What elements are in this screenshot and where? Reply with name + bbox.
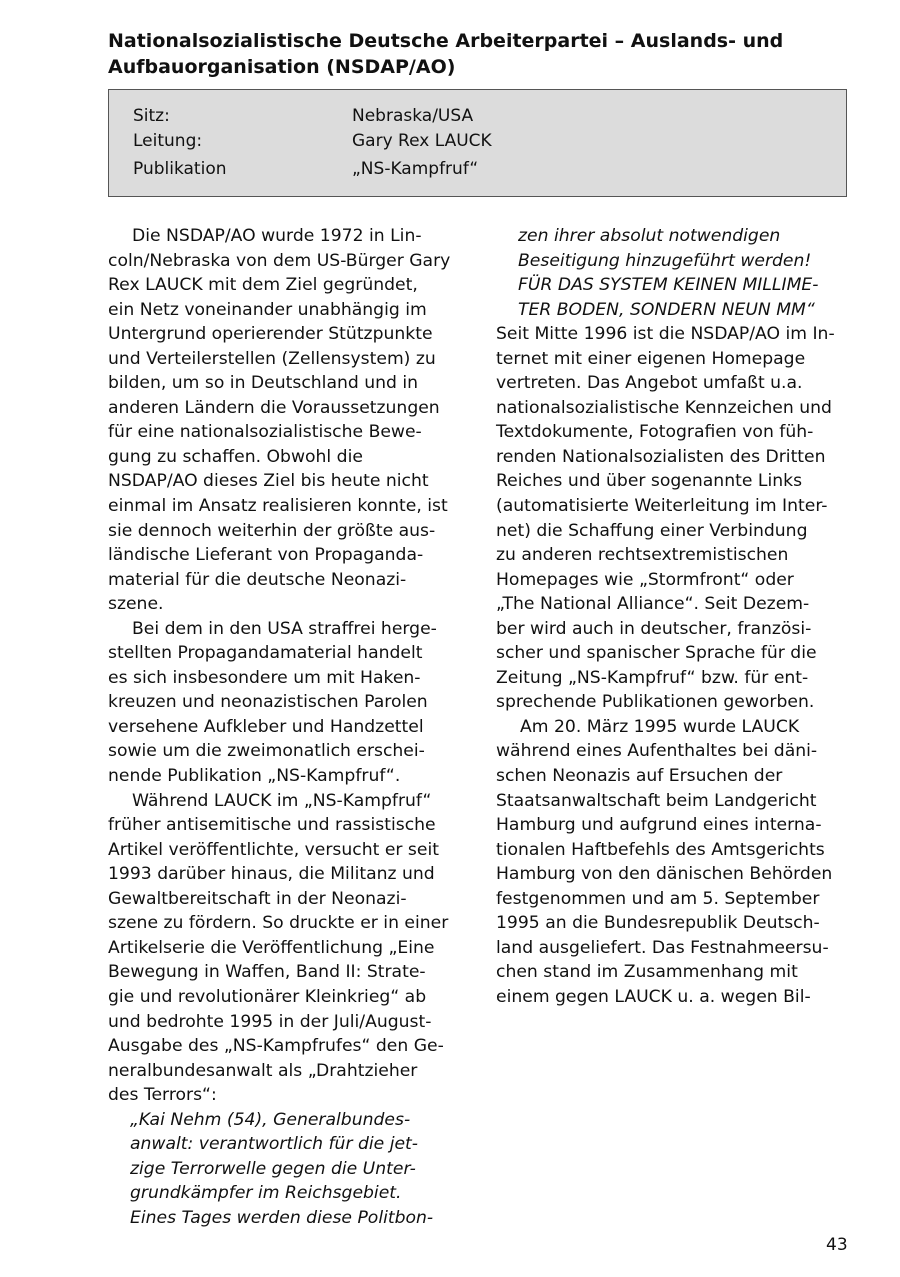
text-line: nende Publikation „NS-Kampfruf“. (108, 766, 401, 787)
text-line: anderen Ländern die Voraussetzungen (108, 397, 440, 418)
quote-line: zen ihrer absolut notwendigen (518, 226, 781, 246)
text-line: scher und spanischer Sprache für die (496, 643, 817, 664)
text-line: Artikelserie die Veröffentlichung „Eine (108, 937, 435, 958)
text-line: früher antisemitische und rassistische (108, 815, 436, 836)
text-line: Bei dem in den USA straffrei herge- (132, 618, 437, 639)
text-line: Hamburg und aufgrund eines interna- (496, 815, 822, 836)
text-line: 1993 darüber hinaus, die Militanz und (108, 864, 435, 885)
text-line: einem gegen LAUCK u. a. wegen Bil- (496, 986, 811, 1007)
text-line: und Verteilerstellen (Zellensystem) zu (108, 348, 436, 369)
text-line: stellten Propagandamaterial handelt (108, 643, 423, 664)
text-line: während eines Aufenthaltes bei däni- (496, 741, 818, 762)
info-box (108, 89, 847, 197)
text-line: renden Nationalsozialisten des Dritten (496, 446, 826, 467)
text-line: 1995 an die Bundesrepublik Deutsch- (496, 913, 820, 934)
text-line: ein Netz voneinander unabhängig im (108, 299, 427, 320)
text-line: gung zu schaffen. Obwohl die (108, 446, 363, 467)
text-line: zu anderen rechtsextremistischen (496, 545, 789, 566)
text-line: schen Neonazis auf Ersuchen der (496, 766, 783, 787)
text-line: land ausgeliefert. Das Festnahmeersu- (496, 937, 829, 958)
text-line: des Terrors“: (108, 1085, 217, 1106)
text-line: Gewaltbereitschaft in der Neonazi- (108, 888, 407, 909)
text-line: net) die Schaffung einer Verbindung (496, 520, 808, 541)
text-line: einmal im Ansatz realisieren konnte, ist (108, 496, 448, 517)
text-line: Staatsanwaltschaft beim Landgericht (496, 790, 817, 811)
text-line: versehene Aufkleber und Handzettel (108, 716, 424, 737)
info-value: „NS-Kampfruf“ (352, 159, 479, 179)
text-line: und bedrohte 1995 in der Juli/August- (108, 1011, 432, 1032)
quote-line: Beseitigung hinzugeführt werden! (518, 250, 812, 271)
text-line: sowie um die zweimonatlich erschei- (108, 741, 425, 762)
text-line: NSDAP/AO dieses Ziel bis heute nicht (108, 471, 429, 492)
page-number: 43 (826, 1235, 848, 1255)
text-line: es sich insbesondere um mit Haken- (108, 667, 421, 688)
left-column (108, 224, 468, 1230)
text-line: Während LAUCK im „NS-Kampfruf“ (132, 790, 432, 811)
info-label: Sitz: (133, 106, 170, 126)
page-title (108, 28, 808, 80)
text-line: sprechende Publikationen geworben. (496, 692, 815, 713)
text-line: neralbundesanwalt als „Drahtzieher (108, 1060, 418, 1081)
quote-line: „Kai Nehm (54), Generalbundes- (130, 1109, 411, 1130)
text-line: sie dennoch weiterhin der größte aus- (108, 520, 436, 541)
text-line: Reiches und über sogenannte Links (496, 471, 803, 492)
text-line: tionalen Haftbefehls des Amtsgerichts (496, 839, 825, 860)
text-line: szene. (108, 594, 164, 615)
text-line: Am 20. März 1995 wurde LAUCK (520, 716, 800, 737)
text-line: ber wird auch in deutscher, französi- (496, 618, 812, 639)
text-line: Ausgabe des „NS-Kampfrufes“ den Ge- (108, 1036, 444, 1057)
text-line: material für die deutsche Neonazi- (108, 569, 407, 590)
quote-line: anwalt: verantwortlich für die jet- (130, 1134, 418, 1155)
info-value: Nebraska/USA (352, 106, 474, 126)
quote-line: zige Terrorwelle gegen die Unter- (130, 1158, 416, 1179)
text-line: Untergrund operierender Stützpunkte (108, 324, 433, 345)
text-line: chen stand im Zusammenhang mit (496, 962, 798, 983)
info-value: Gary Rex LAUCK (352, 131, 492, 151)
quote-line: TER BODEN, SONDERN NEUN MM“ (518, 299, 815, 320)
text-line: Hamburg von den dänischen Behörden (496, 864, 833, 885)
text-line: kreuzen und neonazistischen Parolen (108, 692, 428, 713)
text-line: nationalsozialistische Kennzeichen und (496, 397, 832, 418)
text-line: Bewegung in Waffen, Band II: Strate- (108, 962, 426, 983)
text-line: ternet mit einer eigenen Homepage (496, 348, 806, 369)
text-line: „The National Alliance“. Seit Dezem- (496, 594, 810, 615)
text-line: vertreten. Das Angebot umfaßt u.a. (496, 373, 803, 394)
info-label: Leitung: (133, 131, 203, 151)
text-line: bilden, um so in Deutschland und in (108, 373, 419, 394)
quote-line: grundkämpfer im Reichsgebiet. (130, 1183, 402, 1204)
text-line: festgenommen und am 5. September (496, 888, 820, 909)
quote-line: FÜR DAS SYSTEM KEINEN MILLIME- (518, 275, 819, 296)
text-line: coln/Nebraska von dem US-Bürger Gary (108, 250, 451, 271)
title-line-1: Nationalsozialistische Deutsche Arbeiterpartei – Auslands- und (108, 30, 784, 52)
text-line: gie und revolutionärer Kleinkrieg“ ab (108, 986, 427, 1007)
text-line: Textdokumente, Fotografien von füh- (496, 422, 814, 443)
quote-line: Eines Tages werden diese Politbon- (130, 1207, 434, 1228)
text-line: Seit Mitte 1996 ist die NSDAP/AO im In- (496, 324, 835, 345)
info-label: Publikation (133, 159, 227, 179)
text-line: für eine nationalsozialistische Bewe- (108, 422, 422, 443)
text-line: ländische Lieferant von Propaganda- (108, 545, 424, 566)
title-line-2: Aufbauorganisation (NSDAP/AO) (108, 56, 456, 78)
text-line: Rex LAUCK mit dem Ziel gegründet, (108, 275, 418, 296)
text-line: Die NSDAP/AO wurde 1972 in Lin- (132, 226, 422, 246)
text-line: Artikel veröffentlichte, versucht er seit (108, 839, 439, 860)
text-line: (automatisierte Weiterleitung im Inter- (496, 496, 828, 517)
text-line: Zeitung „NS-Kampfruf“ bzw. für ent- (496, 667, 809, 688)
right-column (496, 224, 856, 1010)
text-line: szene zu fördern. So druckte er in einer (108, 913, 449, 934)
text-line: Homepages wie „Stormfront“ oder (496, 569, 794, 590)
